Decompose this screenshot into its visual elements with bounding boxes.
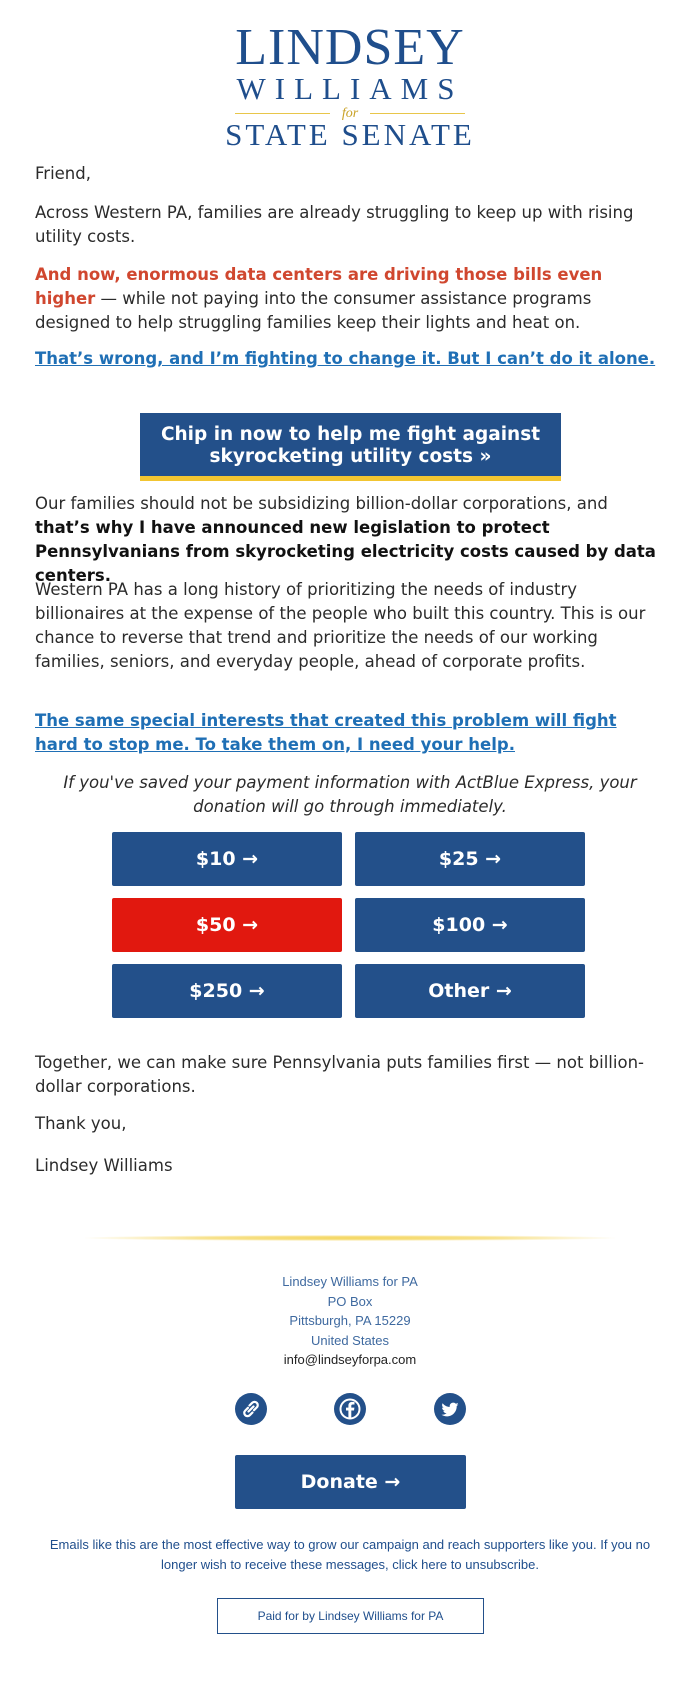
footer-divider	[85, 1235, 615, 1241]
paragraph-history: Western PA has a long history of prioritizing the needs of industry billionaires at the expense of the people who built this country. This is our chance to reverse that trend and prioritize the needs of our working families, seniors, and everyday people, ahead of corporate profits.	[35, 580, 646, 671]
paragraph-legislation	[35, 492, 665, 588]
donate-50-button[interactable]: $50 →	[112, 898, 342, 952]
footer-address	[0, 1272, 700, 1370]
donate-10-button[interactable]: $10 →	[112, 832, 342, 886]
legislation-bold: that’s why I have announced new legislation to protect Pennsylvanians from skyrocketing electricity costs caused by data centers.	[35, 518, 656, 585]
logo-name-first: LINDSEY	[235, 19, 465, 76]
logo-for-row	[235, 104, 465, 122]
special-interests-link-block	[35, 709, 665, 757]
fighting-link-block	[35, 347, 665, 371]
logo-name-last: WILLIAMS	[236, 71, 464, 106]
signature: Lindsey Williams	[35, 1156, 173, 1175]
data-centers-emphasis: And now, enormous data centers are driving those bills even higher	[35, 265, 603, 308]
footer-city: Pittsburgh, PA 15229	[289, 1313, 411, 1328]
donate-100-button[interactable]: $100 →	[355, 898, 585, 952]
logo-for-word: for	[341, 106, 359, 121]
special-interests-link[interactable]: The same special interests that created this problem will fight hard to stop me. To take them on, I need your help.	[35, 711, 617, 754]
twitter-icon[interactable]	[434, 1393, 466, 1425]
legislation-start: Our families should not be subsidizing billion-dollar corporations, and	[35, 494, 608, 513]
data-centers-rest: — while not paying into the consumer assistance programs designed to help struggling families keep their lights and heat on.	[35, 289, 592, 332]
facebook-icon[interactable]	[334, 1393, 366, 1425]
footer-email-link[interactable]: info@lindseyforpa.com	[283, 1352, 417, 1367]
fighting-link[interactable]: That’s wrong, and I’m fighting to change it. But I can’t do it alone.	[35, 349, 656, 368]
campaign-logo	[0, 19, 700, 152]
logo-office: STATE SENATE	[225, 117, 475, 152]
donate-other-button[interactable]: Other →	[355, 964, 585, 1018]
footer-country: United States	[310, 1332, 390, 1348]
footer-po-box: PO Box	[327, 1293, 373, 1309]
signoff: Thank you,	[35, 1114, 127, 1133]
paragraph-data-centers	[35, 263, 665, 335]
donate-25-button[interactable]: $25 →	[355, 832, 585, 886]
logo-rule-right	[370, 113, 465, 114]
donate-250-button[interactable]: $250 →	[112, 964, 342, 1018]
paid-for-disclaimer: Paid for by Lindsey Williams for PA	[217, 1598, 484, 1634]
paragraph-together: Together, we can make sure Pennsylvania puts families first — not billion-dollar corporations.	[35, 1053, 644, 1096]
chip-in-button[interactable]: Chip in now to help me fight against skyrocketing utility costs »	[140, 413, 561, 481]
link-icon[interactable]	[235, 1393, 267, 1425]
logo-rule-left	[235, 113, 330, 114]
paragraph-costs: Across Western PA, families are already struggling to keep up with rising utility costs.	[35, 203, 634, 246]
footer-org: Lindsey Williams for PA	[282, 1274, 418, 1289]
unsubscribe-notice[interactable]: Emails like this are the most effective way to grow our campaign and reach supporters like you. If you no longer wish to receive these messages, click here to unsubscribe.	[49, 1537, 651, 1572]
greeting: Friend,	[35, 164, 91, 183]
actblue-express-note: If you've saved your payment information with ActBlue Express, your donation will go through immediately.	[63, 773, 637, 816]
footer-donate-button[interactable]: Donate →	[235, 1455, 466, 1509]
